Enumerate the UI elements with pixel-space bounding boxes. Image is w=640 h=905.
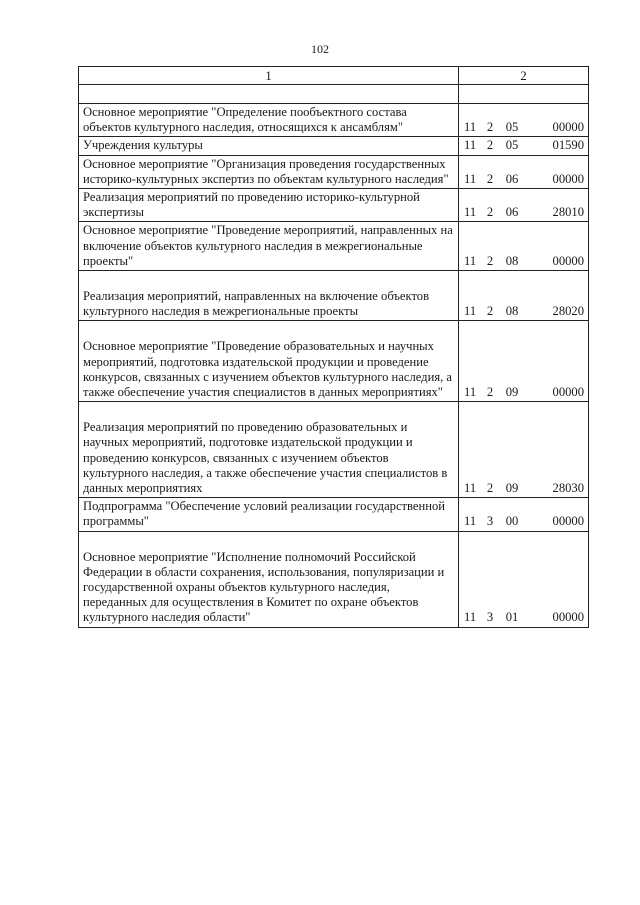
code-part-c2: 2: [486, 120, 494, 135]
row-description: Основное мероприятие "Проведение мероприятий, направленных на включение объектов культурного наследия в межрегиональные проекты": [79, 222, 459, 271]
table-row: [79, 402, 589, 498]
code-part-c3: 01: [505, 610, 519, 625]
code-part-c3: 08: [505, 304, 519, 319]
column-header-1: 1: [79, 67, 459, 85]
column-header-2: 2: [459, 67, 589, 85]
row-code: [459, 189, 589, 222]
row-description: Основное мероприятие "Проведение образовательных и научных мероприятий, подготовка издательской продукции и проведение конкурсов, связанных с изучением объектов культурного наследия, а также обеспечение участия специалистов в данных мероприятиях": [79, 321, 459, 402]
code-part-c4: 00000: [552, 514, 584, 529]
row-code: [459, 531, 589, 627]
code-part-c1: 11: [464, 385, 477, 400]
table-row: [79, 498, 589, 531]
code-part-c2: 2: [486, 138, 494, 153]
code-part-c3: 06: [505, 205, 519, 220]
code-part-c2: 2: [486, 481, 494, 496]
code-part-c4: 28030: [552, 481, 584, 496]
code-part-c1: 11: [464, 120, 477, 135]
code-part-c3: 09: [505, 481, 519, 496]
code-part-c1: 11: [464, 253, 477, 268]
row-code: [459, 222, 589, 271]
table-row: [79, 137, 589, 155]
code-part-c3: 06: [505, 171, 519, 186]
code-part-c2: 2: [486, 205, 494, 220]
row-description: Основное мероприятие "Определение пообъектного состава объектов культурного наследия, относящихся к ансамблям": [79, 104, 459, 137]
code-part-c4: 00000: [552, 120, 584, 135]
page-number: 102: [311, 42, 329, 56]
code-part-c1: 11: [464, 514, 477, 529]
code-part-c3: 05: [505, 120, 519, 135]
table-header-row: [79, 67, 589, 85]
code-part-c2: 3: [486, 514, 494, 529]
table-row: [79, 321, 589, 402]
budget-classification-table: [78, 66, 589, 628]
row-description: Подпрограмма "Обеспечение условий реализации государственной программы": [79, 498, 459, 531]
table-row: [79, 104, 589, 137]
row-code: [459, 271, 589, 321]
code-part-c4: 28020: [552, 304, 584, 319]
code-part-c4: 00000: [552, 385, 584, 400]
code-part-c2: 2: [486, 253, 494, 268]
row-description: Учреждения культуры: [79, 137, 459, 155]
row-code: [459, 155, 589, 188]
code-part-c2: 3: [486, 610, 494, 625]
row-description: Реализация мероприятий, направленных на включение объектов культурного наследия в межрегиональные проекты: [79, 271, 459, 321]
code-part-c3: 09: [505, 385, 519, 400]
row-description: Основное мероприятие "Исполнение полномочий Российской Федерации в области сохранения, использования, популяризации и государственной охраны объектов культурного наследия, переданных для осуществления в Комитет по охране объектов культурного наследия области": [79, 531, 459, 627]
row-description: Основное мероприятие "Организация проведения государственных историко-культурных экспертиз по объектам культурного наследия": [79, 155, 459, 188]
code-part-c1: 11: [464, 481, 477, 496]
code-part-c4: 01590: [552, 138, 584, 153]
code-part-c3: 00: [505, 514, 519, 529]
blank-row: [79, 85, 589, 104]
row-code: [459, 104, 589, 137]
code-part-c3: 05: [505, 138, 519, 153]
code-part-c4: 28010: [552, 205, 584, 220]
row-code: [459, 321, 589, 402]
row-description: Реализация мероприятий по проведению историко-культурной экспертизы: [79, 189, 459, 222]
row-code: [459, 498, 589, 531]
table-row: [79, 271, 589, 321]
code-part-c4: 00000: [552, 610, 584, 625]
code-part-c2: 2: [486, 171, 494, 186]
code-part-c4: 00000: [552, 171, 584, 186]
table-row: [79, 155, 589, 188]
table-row: [79, 222, 589, 271]
code-part-c1: 11: [464, 610, 477, 625]
row-code: [459, 137, 589, 155]
table-row: [79, 189, 589, 222]
code-part-c1: 11: [464, 171, 477, 186]
code-part-c3: 08: [505, 253, 519, 268]
code-part-c2: 2: [486, 385, 494, 400]
code-part-c2: 2: [486, 304, 494, 319]
code-part-c1: 11: [464, 138, 477, 153]
code-part-c1: 11: [464, 205, 477, 220]
row-code: [459, 402, 589, 498]
table-row: [79, 531, 589, 627]
code-part-c1: 11: [464, 304, 477, 319]
code-part-c4: 00000: [552, 253, 584, 268]
row-description: Реализация мероприятий по проведению образовательных и научных мероприятий, подготовке издательской продукции и проведению конкурсов, связанных с изучением объектов культурного наследия, а также обеспечение участия специалистов в данных мероприятиях: [79, 402, 459, 498]
